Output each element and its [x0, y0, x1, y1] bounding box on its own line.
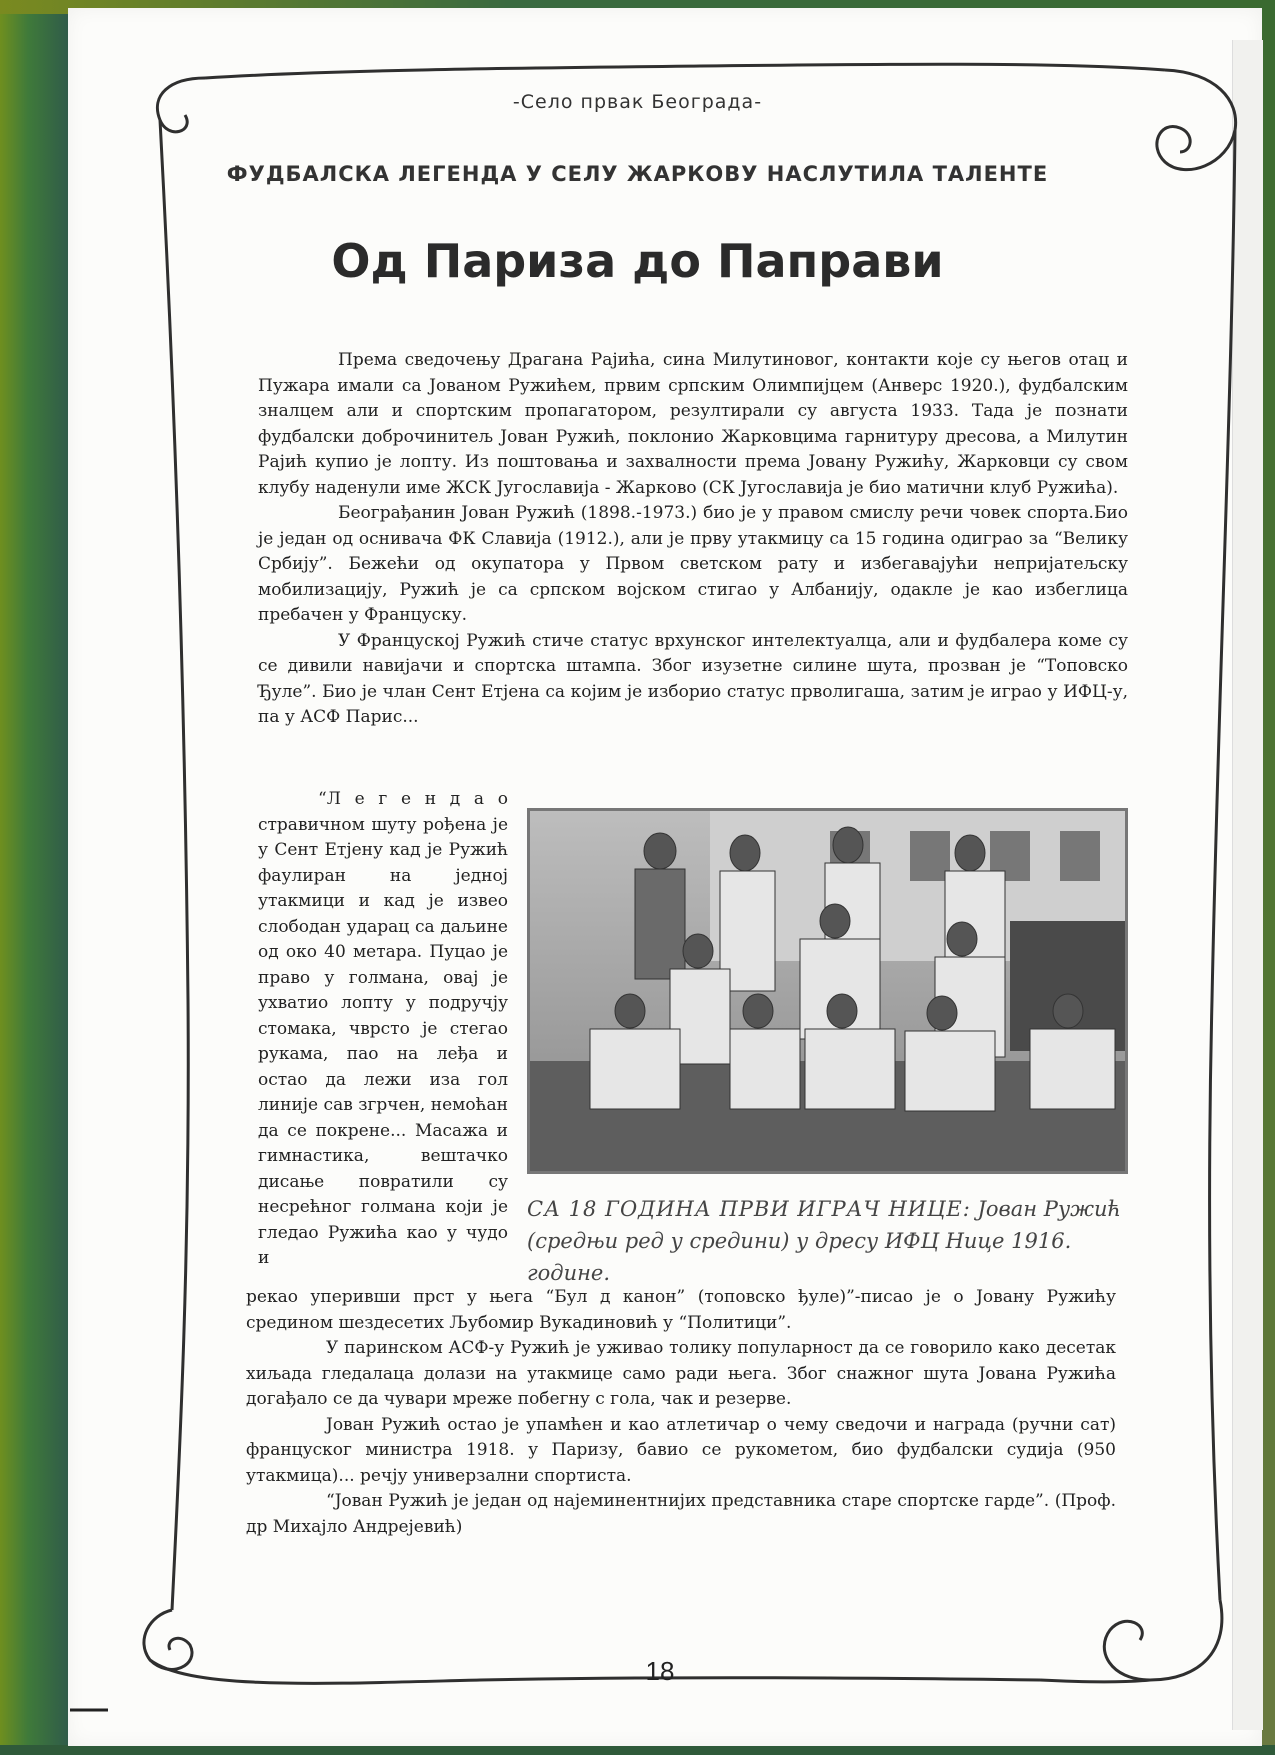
article-closing-block — [246, 1285, 1116, 1540]
photo-caption — [527, 1193, 1122, 1289]
page-number: 18 — [645, 1656, 675, 1686]
article-intro-block — [258, 348, 1128, 731]
paragraph-4-continued: рекао уперивши прст у њега “Бул д канон” (топовско ђуле)”-писао је о Јовану Ружићу средином шездесетих Љубомир Вукадиновић у “Политици”. — [246, 1287, 1116, 1333]
paragraph-6: Јован Ружић остао је упамћен и као атлетичар о чему сведочи и награда (ручни сат) француског министра 1918. у Паризу, бавио се рукометом, био фудбалски судија (950 утакмица)... речју универзални спортиста. — [246, 1414, 1116, 1486]
article-title: Од Париза до Паправи — [331, 234, 944, 288]
paragraph-5: У паринском АСФ-у Ружић је уживао толику популарност да се говорило како десетак хиљада гледалаца долази на утакмице само ради њега. Због снажног шута Јована Ружића догађало се да чувари мреже побегну с гола, чак и резерве. — [246, 1338, 1116, 1409]
paragraph-2: Београђанин Јован Ружић (1898.-1973.) био је у правом смислу речи човек спорта.Био је један од оснивача ФК Славија (1912.), али је прву утакмицу са 15 година одиграо за “Велику Србију”. Бежећи од окупатора у Првом светском рату и избегавајући непријатељску мобилизацију, Ружић је са српском војском стигао у Албанију, одакле је као избеглица пребачен у Француску. — [258, 503, 1128, 625]
headline: ФУДБАЛСКА ЛЕГЕНДА У СЕЛУ ЖАРКОВУ НАСЛУТИЛА ТАЛЕНТЕ — [226, 162, 1049, 186]
caption-text: Јован Ружић (средњи ред у средини) у дресу ИФЦ Нице 1916. године. — [527, 1197, 1122, 1285]
paragraph-3: У Француској Ружић стиче статус врхунског интелектуалца, али и фудбалера коме су се дивили навијачи и спортска штампа. Због изузетне силине шута, прозван је “Топовско Ђуле”. Био је члан Сент Етјена са којим је изборио статус прволигаша, затим је играо у ИФЦ-у, па у АСФ Парис... — [258, 630, 1128, 727]
paragraph-4-left: “Л е г е н д а о стравичном шуту рођена је у Сент Етјену кад је Ружић фаулиран на једној утакмици и кад је извео слободан ударац са даљине од око 40 метара. Пуцао је право у голмана, овај је ухватио лопту у подручју стомака, чврсто је стегао рукама, пао на леђа и остао да лежи иза гол линије сав згрчен, немоћан да се покрене... Масажа и гимнастика, вештачко дисање повратили су несрећног голмана који је гледао Ружића као у чудо и — [258, 789, 508, 1268]
paragraph-7: “Јован Ружић је један од најеминентнијих представника старе спортске гарде”. (Проф. др Михајло Андрејевић) — [246, 1491, 1116, 1537]
left-column-quote — [258, 787, 508, 1272]
section-kicker: -Село првак Београда- — [512, 91, 763, 113]
caption-lead: СА 18 ГОДИНА ПРВИ ИГРАЧ НИЦЕ: — [527, 1197, 971, 1221]
team-photo-image — [530, 811, 1125, 1171]
paragraph-1: Према сведочењу Драгана Рајића, сина Милутиновог, контакти које су његов отац и Пужара имали са Јованом Ружићем, првим српским Олимпијцем (Анверс 1920.), фудбалским зналцем али и спортским пропагатором, резултирали су августа 1933. Тада је познати фудбалски доброчинитељ Јован Ружић, поклонио Жарковцима гарнитуру дресова, а Милутин Рајић купио је лопту. Из поштовања и захвалности према Јовану Ружићу, Жарковци су свом клубу наденули име ЖСК Југославија - Жарково (СК Југославија је био матични клуб Ружића). — [258, 350, 1128, 498]
team-photo — [527, 808, 1128, 1174]
